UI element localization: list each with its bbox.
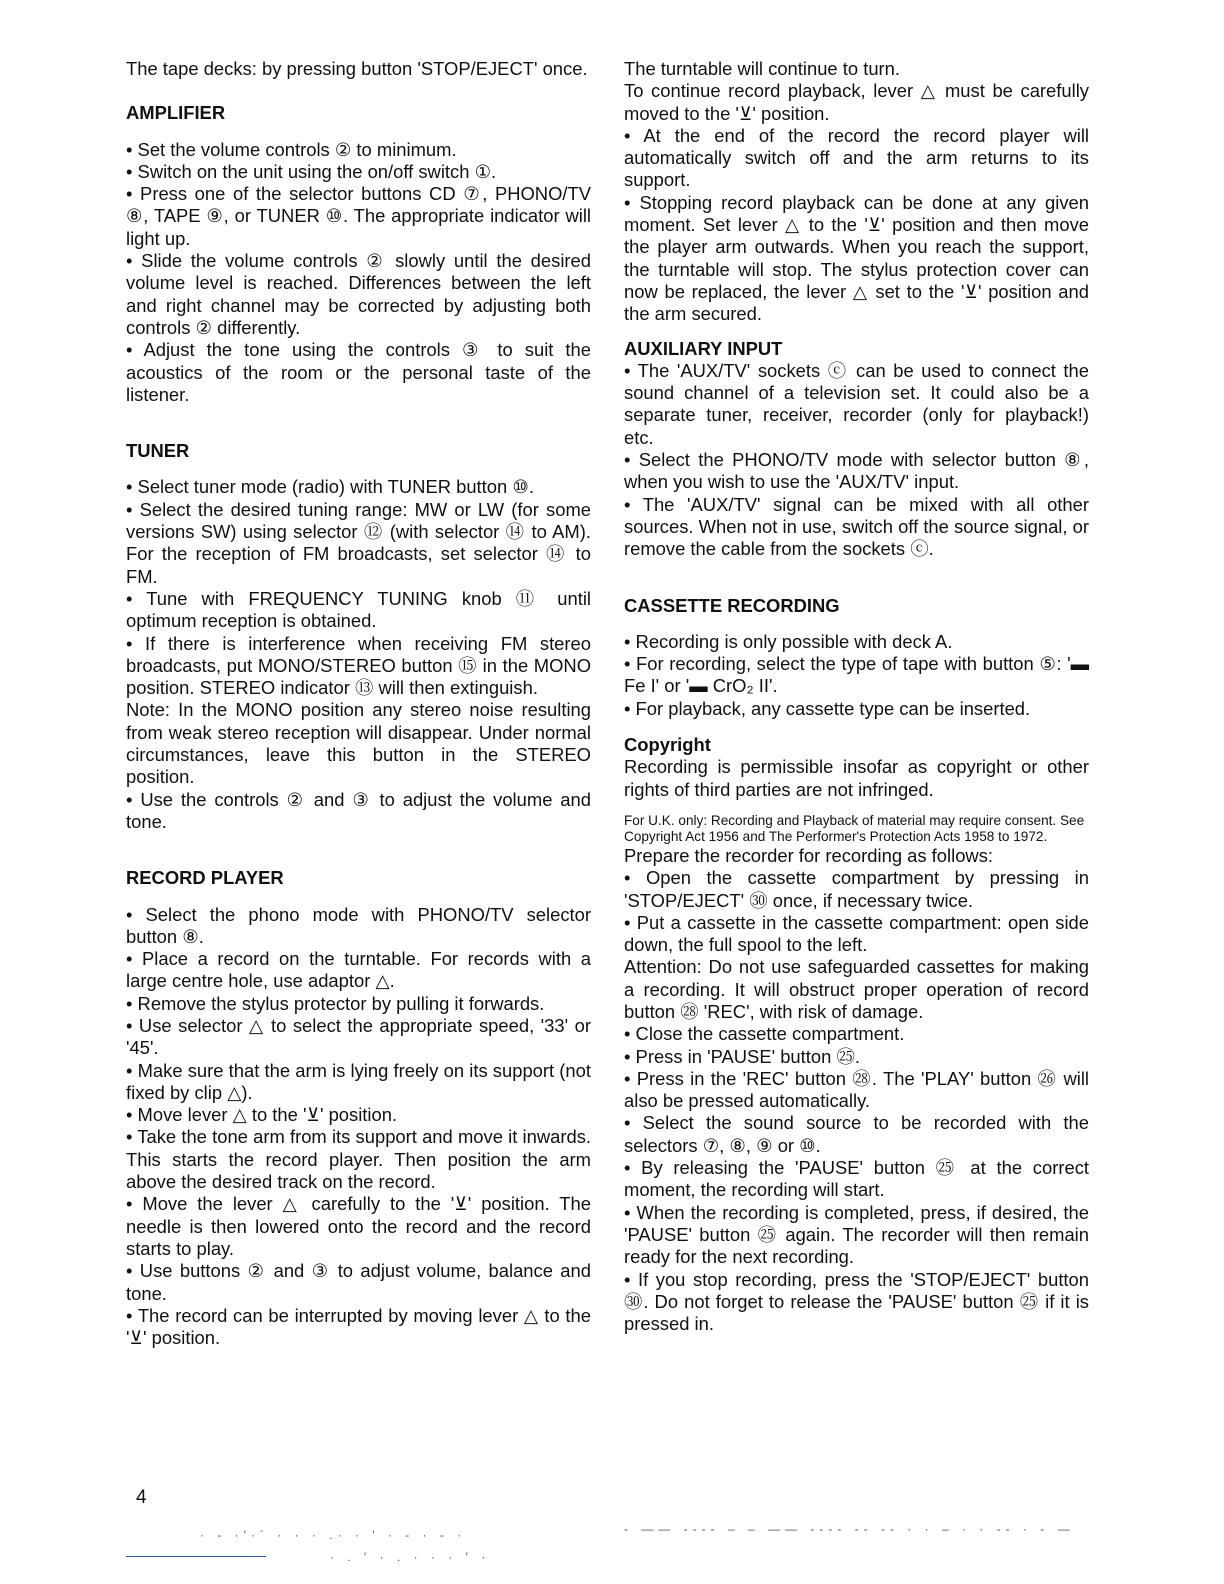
paragraph: • Place a record on the turntable. For records with a large centre hole, use adaptor △. — [126, 948, 591, 992]
paragraph: • Slide the volume controls ② slowly until the desired volume level is reached. Differences between the left and right channel may be corrected by adjusting both controls ② differently. — [126, 250, 591, 338]
paragraph: • Use selector △ to select the appropriate speed, '33' or '45'. — [126, 1014, 591, 1059]
paragraph: • If there is interference when receiving FM stereo broadcasts, put MONO/STEREO button ⑮ in the MONO position. STEREO indicator ⑬ will then extinguish. — [126, 632, 591, 699]
paragraph: • Take the tone arm from its support and move it inwards. This starts the record player. Then position the arm above the desired track on the record. — [126, 1126, 591, 1193]
paragraph: The turntable will continue to turn. — [624, 58, 901, 79]
paragraph: Recording is permissible insofar as copyright or other rights of third parties are not infringed. — [624, 756, 1089, 800]
paragraph: • Put a cassette in the cassette compartment: open side down, the full spool to the left. — [624, 911, 1089, 956]
paragraph: • Select the sound source to be recorded with the selectors ⑦, ⑧, ⑨ or ⑩. — [624, 1112, 1089, 1156]
paragraph: • Recording is only possible with deck A. — [624, 630, 953, 652]
section-heading: Copyright — [624, 734, 711, 756]
paragraph: • Make sure that the arm is lying freely on its support (not fixed by clip △). — [126, 1059, 591, 1103]
spacer — [624, 720, 1089, 734]
spacer — [624, 326, 1089, 338]
paragraph: • The record can be interrupted by moving lever △ to the '⊻' position. — [126, 1304, 591, 1349]
paragraph: • Press in 'PAUSE' button ㉕. — [624, 1045, 860, 1067]
spacer — [126, 833, 591, 867]
paragraph: • For playback, any cassette type can be inserted. — [624, 697, 1031, 719]
paragraph: • If you stop recording, press the 'STOP/EJECT' button ㉚. Do not forget to release the 'PAUSE' button ㉕ if it is pressed in. — [624, 1268, 1089, 1335]
left-column — [126, 58, 591, 1349]
scan-noise: · - ·'·´ · · · .· · ' · - · - · — [200, 1528, 467, 1542]
paragraph: • At the end of the record the record player will automatically switch off and the arm returns to its support. — [624, 124, 1089, 191]
paragraph: • Select the phono mode with PHONO/TV selector button ⑧. — [126, 903, 591, 947]
paragraph: • Switch on the unit using the on/off switch ①. — [126, 160, 497, 182]
fine-print-note: For U.K. only: Recording and Playback of material may require consent. See Copyright Act 1956 and The Performer's Protection Acts 1958 to 1972. — [624, 812, 1085, 844]
paragraph: • Remove the stylus protector by pulling it forwards. — [126, 992, 545, 1014]
paragraph: • When the recording is completed, press, if desired, the 'PAUSE' button ㉕ again. The recorder will then remain ready for the next recording. — [624, 1201, 1089, 1268]
paragraph: • Tune with FREQUENCY TUNING knob ⑪ until optimum reception is obtained. — [126, 587, 591, 632]
right-column — [624, 58, 1089, 1335]
page-number: 4 — [136, 1487, 147, 1508]
spacer — [126, 462, 591, 476]
paragraph: Prepare the recorder for recording as follows: — [624, 844, 994, 866]
scan-edge-line — [126, 1556, 266, 1557]
paragraph: • Select the PHONO/TV mode with selector button ⑧, when you wish to use the 'AUX/TV' input. — [624, 449, 1089, 493]
paragraph: • Stopping record playback can be done at any given moment. Set lever △ to the '⊻' position and then move the player arm outwards. When you reach the support, the turntable will stop. The stylus protection cover can now be replaced, the lever △ set to the '⊻' position and the arm secured. — [624, 191, 1089, 325]
paragraph: • Press in the 'REC' button ㉘. The 'PLAY' button ㉖ will also be pressed automatically. — [624, 1067, 1089, 1112]
paragraph: • Press one of the selector buttons CD ⑦, PHONO/TV ⑧, TAPE ⑨, or TUNER ⑩. The appropriate indicator will light up. — [126, 183, 591, 249]
paragraph: Attention: Do not use safeguarded cassettes for making a recording. It will obstruct proper operation of record button ㉘ 'REC', with risk of damage. — [624, 956, 1089, 1022]
paragraph: Note: In the MONO position any stereo noise resulting from weak stereo reception will disappear. Under normal circumstances, leave this button in the STEREO position. — [126, 699, 591, 788]
paragraph: • Use buttons ② and ③ to adjust volume, balance and tone. — [126, 1260, 591, 1304]
spacer — [126, 125, 591, 139]
scan-noise: · . ' · . · · · ' · — [330, 1550, 491, 1564]
paragraph: • Use the controls ② and ③ to adjust the volume and tone. — [126, 788, 591, 832]
paragraph: • The 'AUX/TV' signal can be mixed with all other sources. When not in use, switch off the source signal, or remove the cable from the sockets ⓒ. — [624, 493, 1089, 560]
paragraph: • Close the cassette compartment. — [624, 1023, 905, 1045]
paragraph: • Set the volume controls ② to minimum. — [126, 138, 457, 160]
section-heading: CASSETTE RECORDING — [624, 594, 840, 616]
paragraph: • Select tuner mode (radio) with TUNER button ⑩. — [126, 476, 534, 498]
paragraph: • Adjust the tone using the controls ③ to suit the acoustics of the room or the personal taste of the listener. — [126, 339, 591, 405]
spacer — [624, 617, 1089, 631]
paragraph: • Open the cassette compartment by pressing in 'STOP/EJECT' ㉚ once, if necessary twice. — [624, 867, 1089, 911]
section-heading: TUNER — [126, 440, 190, 462]
spacer — [126, 406, 591, 440]
paragraph: • Move lever △ to the '⊻' position. — [126, 1104, 398, 1126]
spacer — [624, 561, 1089, 595]
spacer — [126, 80, 591, 102]
section-heading: AUXILIARY INPUT — [624, 337, 783, 359]
section-heading: RECORD PLAYER — [126, 867, 284, 889]
paragraph: • The 'AUX/TV' sockets ⓒ can be used to connect the sound channel of a television set. It could also be a separate tuner, receiver, recorder (only for playback!) etc. — [624, 359, 1089, 448]
section-heading: AMPLIFIER — [126, 102, 226, 124]
paragraph: • For recording, select the type of tape with button ⑤: '▬ Fe I' or '▬ CrO₂ II'. — [624, 653, 1089, 697]
paragraph: • Select the desired tuning range: MW or LW (for some versions SW) using selector ⑫ (with selector ⑭ to AM). For the reception of FM broadcasts, set selector ⑭ to FM. — [126, 498, 591, 587]
spacer — [126, 890, 591, 904]
paragraph: • Move the lever △ carefully to the '⊻' position. The needle is then lowered onto the record and the record starts to play. — [126, 1193, 591, 1259]
paragraph: The tape decks: by pressing button 'STOP/EJECT' once. — [126, 58, 588, 79]
paragraph: • By releasing the 'PAUSE' button ㉕ at the correct moment, the recording will start. — [624, 1157, 1089, 1201]
spacer — [624, 801, 1089, 813]
scan-noise: - —— ---- – – —— ---- -- -- · · – · · -- · - — — [624, 1522, 1075, 1536]
paragraph: To continue record playback, lever △ must be carefully moved to the '⊻' position. — [624, 80, 1089, 124]
